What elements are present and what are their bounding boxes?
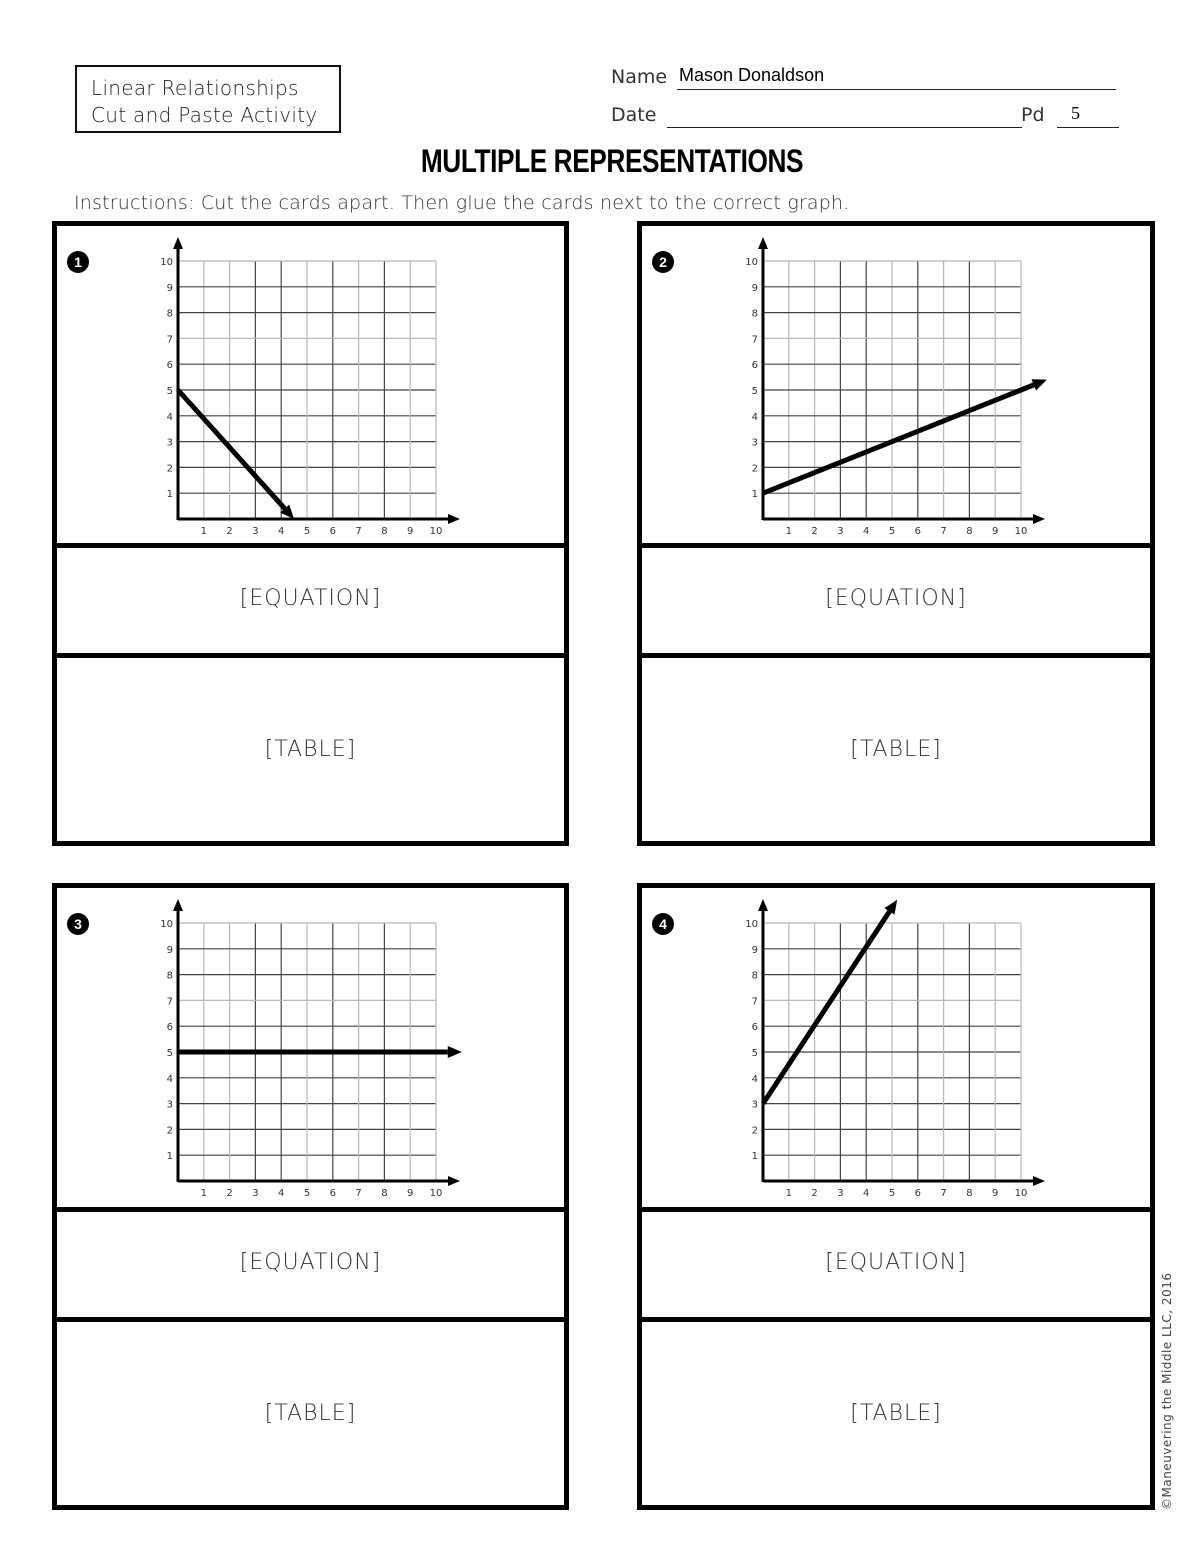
number-badge-icon: 1 (67, 251, 89, 273)
x-tick-label: 8 (966, 526, 973, 537)
table-drop-zone[interactable] (642, 658, 1150, 841)
y-axis-arrow-icon (758, 899, 768, 911)
y-tick-label: 7 (166, 334, 173, 346)
y-tick-label: 4 (166, 411, 173, 423)
table-drop-zone[interactable] (57, 658, 564, 841)
y-tick-label: 3 (166, 437, 173, 449)
y-tick-label: 6 (166, 360, 173, 372)
graph-section (642, 888, 1150, 1212)
card-3 (52, 883, 569, 1510)
y-tick-label: 2 (166, 1125, 173, 1137)
card-1 (52, 221, 569, 846)
name-value[interactable]: Mason Donaldson (679, 65, 825, 85)
y-tick-label: 1 (751, 1151, 758, 1163)
instructions: Instructions: Cut the cards apart. Then glue the cards next to the correct graph. (74, 192, 850, 214)
name-field[interactable] (611, 62, 1116, 90)
card-4 (637, 883, 1155, 1510)
x-tick-label: 5 (888, 1188, 896, 1199)
equation-placeholder: [EQUATION] (825, 1249, 967, 1275)
equation-drop-zone[interactable] (57, 1207, 564, 1322)
plotted-line (178, 390, 285, 509)
y-tick-label: 4 (166, 1073, 173, 1085)
x-tick-label: 3 (837, 1188, 844, 1199)
page-title: MULTIPLE REPRESENTATIONS (420, 143, 804, 179)
x-axis-arrow-icon (448, 514, 460, 524)
x-tick-label: 10 (1014, 526, 1028, 537)
y-tick-label: 5 (166, 386, 173, 397)
number-badge-icon: 3 (67, 913, 89, 935)
graph-section (57, 888, 564, 1212)
line-arrow-icon (1032, 379, 1047, 390)
y-tick-label: 8 (166, 970, 173, 982)
x-tick-label: 2 (226, 1188, 233, 1199)
x-tick-label: 8 (381, 526, 388, 537)
worksheet-title-box (75, 65, 341, 133)
y-tick-label: 4 (751, 1073, 758, 1085)
y-tick-label: 7 (751, 996, 758, 1008)
x-tick-label: 6 (329, 526, 336, 537)
title-line-2: Cut and Paste Activity (91, 103, 318, 127)
y-tick-label: 9 (751, 282, 758, 294)
x-tick-label: 9 (992, 1188, 999, 1199)
y-tick-label: 10 (160, 257, 173, 268)
coordinate-graph (57, 226, 564, 543)
y-tick-label: 2 (751, 463, 758, 475)
period-label: Pd (1021, 104, 1045, 126)
date-period-row (611, 100, 1119, 128)
x-tick-label: 2 (226, 526, 233, 537)
x-tick-label: 3 (252, 1188, 259, 1199)
y-tick-label: 1 (166, 489, 173, 501)
date-label: Date (611, 104, 657, 126)
y-tick-label: 4 (751, 411, 758, 423)
x-tick-label: 4 (278, 526, 285, 537)
table-placeholder: [TABLE] (264, 737, 357, 762)
x-tick-label: 5 (303, 526, 311, 537)
y-tick-label: 10 (745, 257, 758, 268)
x-tick-label: 7 (355, 526, 362, 537)
y-tick-label: 8 (166, 308, 173, 320)
y-tick-label: 1 (166, 1151, 173, 1163)
equation-drop-zone[interactable] (642, 1207, 1150, 1322)
equation-placeholder: [EQUATION] (825, 585, 967, 611)
x-tick-label: 6 (914, 1188, 921, 1199)
x-tick-label: 9 (992, 526, 999, 537)
x-tick-label: 2 (811, 526, 818, 537)
equation-placeholder: [EQUATION] (239, 1249, 382, 1275)
y-tick-label: 6 (751, 360, 758, 372)
x-tick-label: 8 (966, 1188, 973, 1199)
y-tick-label: 3 (751, 437, 758, 449)
equation-placeholder: [EQUATION] (239, 585, 382, 611)
x-axis-arrow-icon (1033, 514, 1045, 524)
table-drop-zone[interactable] (642, 1322, 1150, 1505)
y-tick-label: 3 (166, 1099, 173, 1111)
number-badge-icon: 2 (652, 251, 674, 273)
x-tick-label: 10 (1014, 1188, 1028, 1199)
y-tick-label: 10 (160, 919, 173, 930)
x-tick-label: 7 (940, 526, 947, 537)
coordinate-graph (642, 888, 1150, 1207)
x-tick-label: 4 (278, 1188, 285, 1199)
y-tick-label: 2 (166, 463, 173, 475)
table-placeholder: [TABLE] (850, 1401, 942, 1426)
copyright-notice: ©Maneuvering the Middle LLC, 2016 (1160, 1272, 1174, 1510)
plotted-line (763, 911, 889, 1103)
y-tick-label: 8 (751, 308, 758, 320)
y-tick-label: 2 (751, 1125, 758, 1137)
y-tick-label: 6 (166, 1022, 173, 1034)
x-tick-label: 3 (252, 526, 259, 537)
title-line-1: Linear Relationships (91, 76, 299, 100)
x-tick-label: 6 (914, 526, 921, 537)
graph-section (57, 226, 564, 548)
y-tick-label: 9 (166, 944, 173, 956)
period-input-line[interactable] (1057, 105, 1119, 128)
equation-drop-zone[interactable] (642, 543, 1150, 658)
y-tick-label: 1 (751, 489, 758, 501)
equation-drop-zone[interactable] (57, 543, 564, 658)
y-axis-arrow-icon (758, 237, 768, 249)
x-tick-label: 10 (429, 1188, 443, 1199)
y-tick-label: 8 (751, 970, 758, 982)
x-tick-label: 6 (329, 1188, 336, 1199)
x-tick-label: 4 (863, 1188, 870, 1199)
y-tick-label: 3 (751, 1099, 758, 1111)
x-tick-label: 3 (837, 526, 844, 537)
x-tick-label: 1 (200, 1188, 207, 1199)
y-tick-label: 7 (751, 334, 758, 346)
card-2 (637, 221, 1155, 846)
line-arrow-icon (448, 1046, 462, 1058)
x-axis-arrow-icon (448, 1176, 460, 1186)
x-tick-label: 9 (407, 526, 414, 537)
x-tick-label: 5 (303, 1188, 311, 1199)
y-tick-label: 10 (745, 919, 758, 930)
x-tick-label: 5 (888, 526, 896, 537)
x-tick-label: 2 (811, 1188, 818, 1199)
table-drop-zone[interactable] (57, 1322, 564, 1505)
x-tick-label: 1 (785, 1188, 792, 1199)
graph-section (642, 226, 1150, 548)
y-tick-label: 6 (751, 1022, 758, 1034)
coordinate-graph (642, 226, 1150, 543)
y-tick-label: 5 (751, 386, 758, 397)
y-tick-label: 5 (751, 1048, 758, 1059)
x-tick-label: 7 (940, 1188, 947, 1199)
y-tick-label: 5 (166, 1048, 173, 1059)
y-tick-label: 9 (166, 282, 173, 294)
table-placeholder: [TABLE] (264, 1401, 357, 1426)
y-axis-arrow-icon (173, 899, 183, 911)
x-axis-arrow-icon (1033, 1176, 1045, 1186)
date-input-line[interactable] (667, 105, 1022, 128)
period-value[interactable]: 5 (1071, 103, 1080, 123)
name-label: Name (611, 66, 668, 88)
y-tick-label: 9 (751, 944, 758, 956)
x-tick-label: 1 (785, 526, 792, 537)
x-tick-label: 9 (407, 1188, 414, 1199)
coordinate-graph (57, 888, 564, 1207)
x-tick-label: 10 (429, 526, 443, 537)
x-tick-label: 7 (355, 1188, 362, 1199)
table-placeholder: [TABLE] (850, 737, 942, 762)
y-axis-arrow-icon (173, 237, 183, 249)
x-tick-label: 8 (381, 1188, 388, 1199)
x-tick-label: 4 (863, 526, 870, 537)
plotted-line (763, 385, 1034, 493)
y-tick-label: 7 (166, 996, 173, 1008)
number-badge-icon: 4 (652, 913, 674, 935)
x-tick-label: 1 (200, 526, 207, 537)
